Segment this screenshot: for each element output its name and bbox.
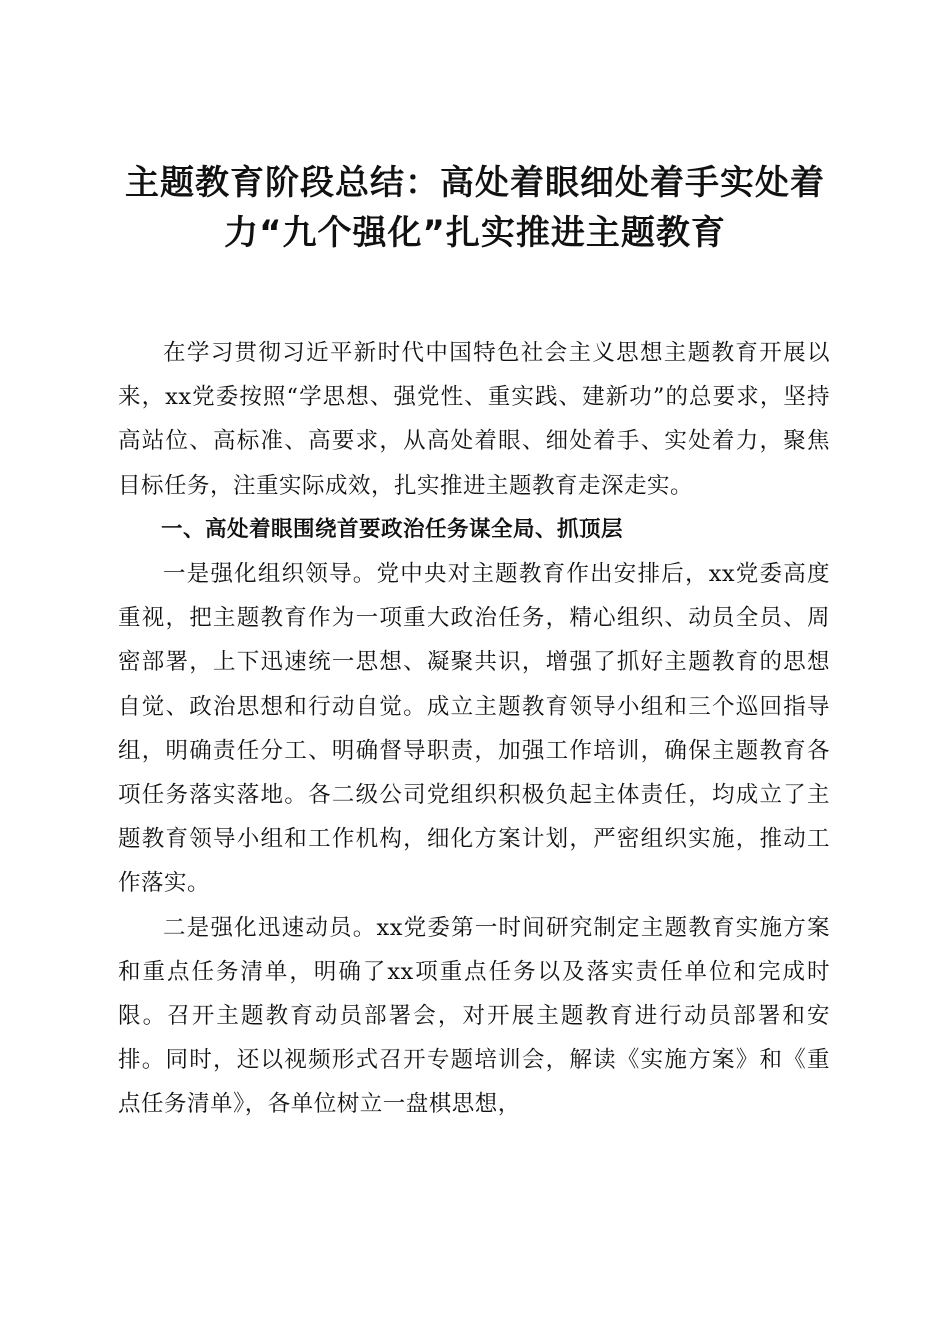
document-title: 主题教育阶段总结：高处着眼细处着手实处着力“九个强化”扎实推进主题教育 <box>125 162 825 253</box>
paragraph-body: 党中央对主题教育作出安排后，xx党委高度重视，把主题教育作为一项重大政治任务，精心组织、动员全员、周密部署，上下迅速统一思想、凝聚共识，增强了抓好主题教育的思想自觉、政治思想和行动自觉。成立主题教育领导小组和三个巡回指导组，明确责任分工、明确督导职责，加强工作培训，确保主题教育各项任务落实落地。各二级公司党组织积极负起主体责任，均成立了主题教育领导小组和工作机构，细化方案计划，严密组织实施，推动工作落实。 <box>118 561 830 897</box>
section-heading-1: 一、高处着眼围绕首要政治任务谋全局、抓顶层 <box>161 516 624 542</box>
intro-paragraph: 在学习贯彻习近平新时代中国特色社会主义思想主题教育开展以来，xx党委按照“学思想、强党性、重实践、建新功”的总要求，坚持高站位、高标准、高要求，从高处着眼、细处着手、实处着力，聚焦目标任务，注重实际成效，扎实推进主题教育走深走实。 <box>118 340 830 499</box>
paragraph-lead: 一是强化组织领导。 <box>163 561 377 588</box>
paragraph-organization-leadership <box>118 552 830 906</box>
paragraph-body: xx党委第一时间研究制定主题教育实施方案和重点任务清单，明确了xx项重点任务以及落实责任单位和完成时限。召开主题教育动员部署会，对开展主题教育进行动员部署和安排。同时，还以视频形式召开专题培训会，解读《实施方案》和《重点任务清单》，各单位树立一盘棋思想， <box>118 914 830 1118</box>
paragraph-lead: 二是强化迅速动员。 <box>163 914 377 941</box>
paragraph-rapid-mobilization <box>118 906 830 1127</box>
document-body <box>118 331 830 1127</box>
